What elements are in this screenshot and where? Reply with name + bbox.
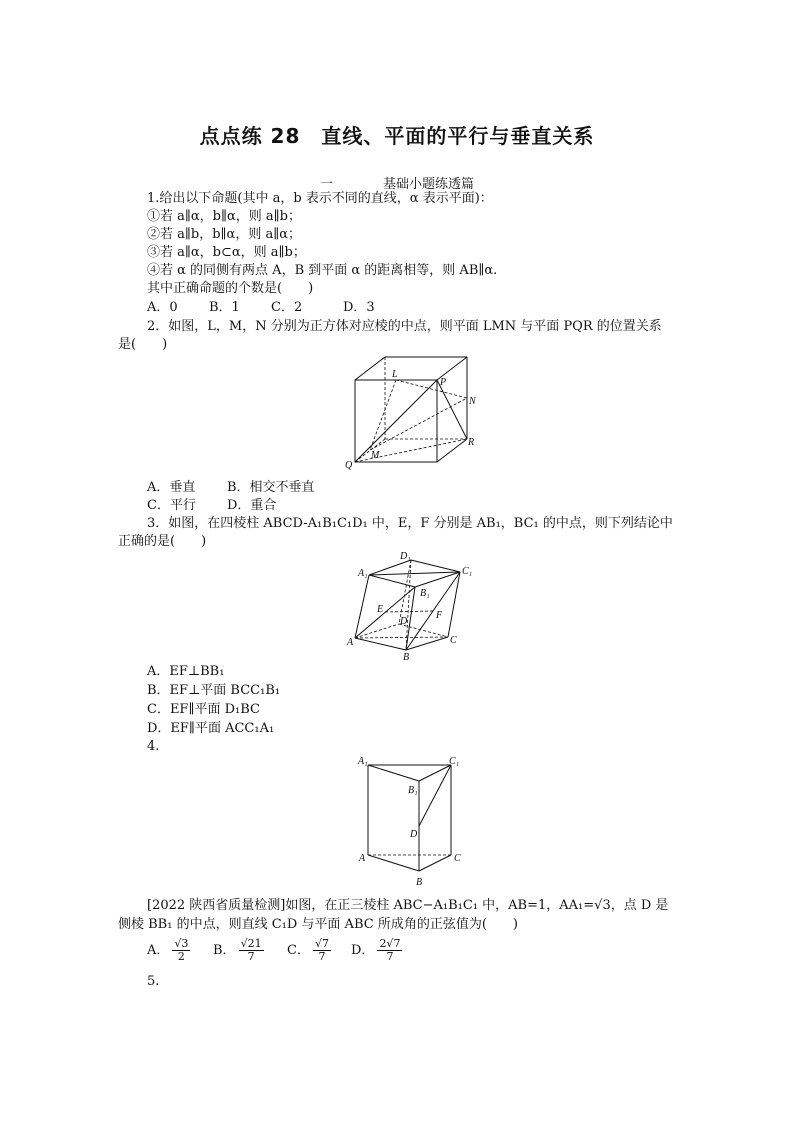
q4-option-d-numerator: 2√7 bbox=[379, 937, 401, 950]
q4-option-c-denominator: 7 bbox=[318, 950, 326, 963]
q4-option-c: C． $\frac{√7}{7}$ bbox=[287, 937, 329, 963]
q4-option-b-numerator: √21 bbox=[240, 937, 262, 950]
q4-option-b-denominator: 7 bbox=[247, 950, 255, 963]
q4-label-C: C bbox=[454, 853, 461, 864]
q1-option-a: A．0 bbox=[147, 300, 178, 315]
q2-stem-line1: 2．如图，L，M，N 分别为正方体对应棱的中点，则平面 LMN 与平面 PQR 的位置关系 bbox=[147, 319, 662, 334]
q2-label-M: M bbox=[371, 450, 380, 461]
cube-diagram bbox=[340, 352, 490, 472]
q4-option-a-denominator: 2 bbox=[177, 950, 185, 963]
q3-label-D: D bbox=[400, 616, 408, 627]
q1-item-3: ③若 a∥α，b⊂α，则 a∥b； bbox=[147, 245, 306, 260]
section-number: 一 bbox=[319, 177, 333, 192]
q3-prism-figure bbox=[343, 548, 473, 663]
q3-option-a: A．EF⊥BB₁ bbox=[147, 664, 225, 679]
q2-option-b: B．相交不垂直 bbox=[227, 480, 315, 495]
q2-label-Q: Q bbox=[345, 460, 353, 471]
q1-item-2: ②若 a∥b，b∥α，则 a∥α； bbox=[147, 227, 301, 242]
q1-option-c: C．2 bbox=[271, 300, 303, 315]
q2-cube-figure bbox=[340, 352, 490, 472]
q4-label-B1: B₁ bbox=[408, 785, 418, 796]
q2-options-row2 bbox=[147, 497, 276, 514]
q3-stem-line1: 3．如图，在四棱柱 ABCD-A₁B₁C₁D₁ 中，E，F 分别是 AB₁，BC₁ 的中点，则下列结论中 bbox=[147, 516, 673, 531]
q4-option-c-numerator: √7 bbox=[314, 937, 329, 950]
q2-label-N: N bbox=[469, 396, 476, 407]
q4-label-A1: A₁ bbox=[358, 756, 368, 767]
q3-label-F: F bbox=[436, 610, 443, 621]
q1-option-d: D．3 bbox=[343, 300, 375, 315]
q1-options bbox=[147, 299, 375, 316]
q1-item-4: ④若 α 的同侧有两点 A，B 到平面 α 的距离相等，则 AB∥α. bbox=[147, 263, 498, 278]
q1-option-b: B．1 bbox=[209, 300, 240, 315]
q3-option-b: B．EF⊥平面 BCC₁B₁ bbox=[147, 683, 281, 698]
quadrangular-prism-diagram bbox=[343, 548, 473, 663]
q4-stem-line2: 侧棱 BB₁ 的中点，则直线 C₁D 与平面 ABC 所成角的正弦值为( ) bbox=[118, 917, 518, 932]
q4-option-d: D． $\frac{2√7}{7}$ bbox=[351, 937, 401, 963]
q3-option-d: D．EF∥平面 ACC₁A₁ bbox=[147, 721, 275, 736]
q3-label-A1: A₁ bbox=[358, 568, 368, 579]
q1-ask: 其中正确命题的个数是( ) bbox=[147, 281, 314, 296]
q3-label-B: B bbox=[403, 652, 410, 663]
q1-stem: 1.给出以下命题(其中 a，b 表示不同的直线，α 表示平面)： bbox=[147, 191, 493, 206]
q4-label-B: B bbox=[416, 877, 423, 888]
q2-stem-line2: 是( ) bbox=[118, 337, 168, 352]
q2-label-L: L bbox=[392, 369, 398, 380]
q3-label-C: C bbox=[450, 635, 457, 646]
q4-option-a-numerator: √3 bbox=[174, 937, 189, 950]
q3-stem-line2: 正确的是( ) bbox=[118, 534, 207, 549]
q4-label-A: A bbox=[359, 853, 366, 864]
q3-label-E: E bbox=[377, 604, 384, 615]
triangular-prism-diagram bbox=[352, 755, 472, 889]
q4-option-b: B． $\frac{√21}{7}$ bbox=[213, 937, 262, 963]
q4-number: 4. bbox=[147, 739, 160, 754]
q2-options-row1 bbox=[147, 479, 315, 496]
q4-prism-figure bbox=[352, 755, 472, 889]
q4-label-D: D bbox=[410, 829, 418, 840]
q4-options bbox=[147, 936, 405, 966]
q3-label-C1: C₁ bbox=[462, 566, 473, 577]
q4-option-a: A． $\frac{√3}{2}$ bbox=[147, 937, 189, 963]
q4-option-d-denominator: 7 bbox=[386, 950, 394, 963]
q5-number: 5. bbox=[147, 974, 160, 989]
q2-option-d: D．重合 bbox=[227, 498, 277, 513]
q2-option-a: A．垂直 bbox=[147, 480, 196, 495]
page-title: 点点练 28 直线、平面的平行与垂直关系 bbox=[199, 124, 595, 148]
section-label: 基础小题练透篇 bbox=[383, 177, 475, 192]
q1-item-1: ①若 a∥α，b∥α，则 a∥b； bbox=[147, 209, 301, 224]
q3-option-c: C．EF∥平面 D₁BC bbox=[147, 702, 260, 717]
q2-label-P: P bbox=[440, 377, 447, 388]
q3-label-A: A bbox=[347, 637, 354, 648]
q3-label-D1: D₁ bbox=[400, 551, 411, 562]
q3-label-B1: B₁ bbox=[420, 588, 430, 599]
q4-stem-line1: [2022 陕西省质量检测]如图，在正三棱柱 ABC−A₁B₁C₁ 中，AB=1，AA₁=√3，点 D 是 bbox=[147, 898, 669, 913]
q4-label-C1: C₁ bbox=[449, 756, 460, 767]
q2-option-c: C．平行 bbox=[147, 498, 196, 513]
q2-label-R: R bbox=[468, 437, 475, 448]
